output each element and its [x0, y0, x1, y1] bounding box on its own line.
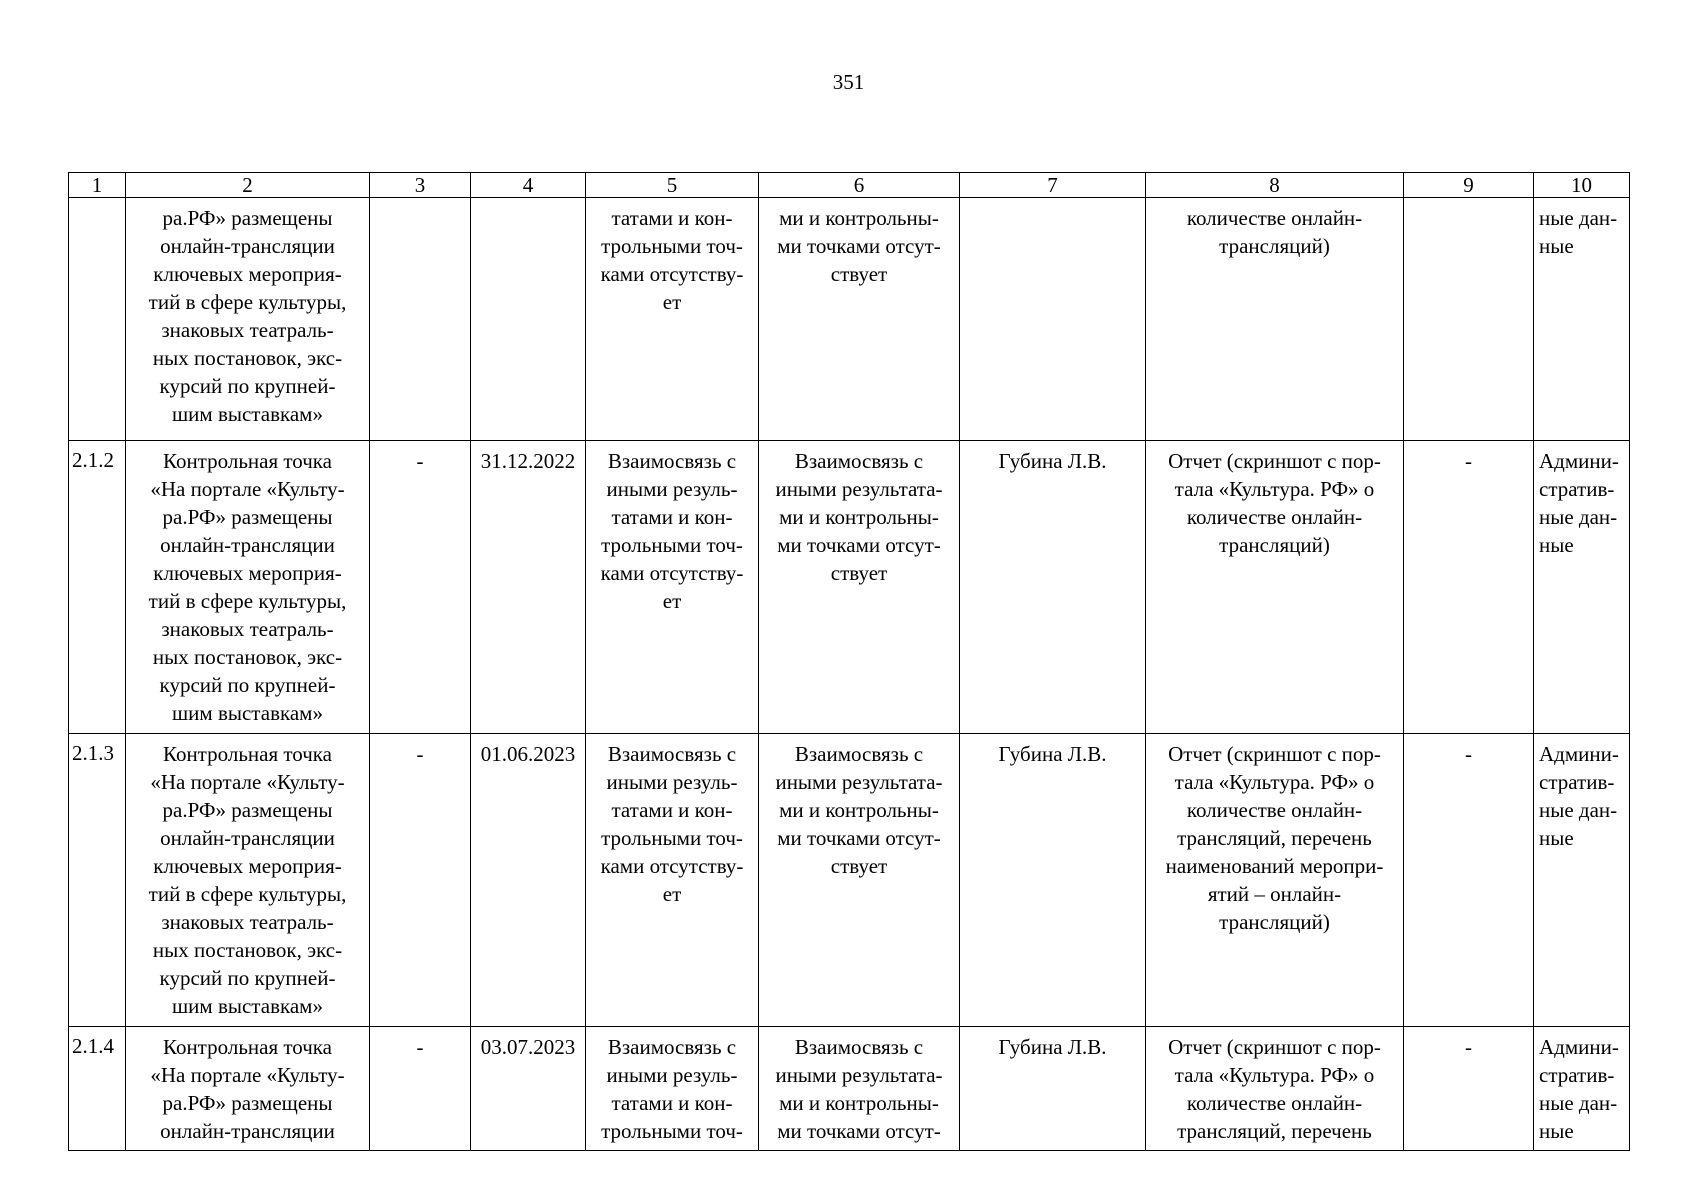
column-header: 6: [759, 173, 960, 198]
table-cell: -: [1404, 734, 1534, 1027]
column-header: 4: [471, 173, 586, 198]
row-number-cell: 2.1.2: [69, 441, 126, 734]
table-cell: [370, 198, 471, 441]
table-cell: Взаимосвязь с иными результата- ми и контрольны- ми точками отсут-: [759, 1027, 960, 1151]
table-cell: Взаимосвязь с иными резуль- татами и кон- трольными точ- ками отсутству- ет: [586, 734, 759, 1027]
table-cell: -: [370, 1027, 471, 1151]
table-cell: Взаимосвязь с иными результата- ми и контрольны- ми точками отсут- ствует: [759, 734, 960, 1027]
table-row: [69, 441, 1630, 734]
report-cell: Отчет (скриншот с пор- тала «Культура. РФ» о количестве онлайн- трансляций, перечень: [1146, 1027, 1404, 1151]
column-header: 9: [1404, 173, 1534, 198]
control-points-table: [68, 172, 1630, 1151]
control-point-name-cell: Контрольная точка «На портале «Культу- ра.РФ» размещены онлайн-трансляции ключевых мероприя- тий в сфере культуры, знаковых театраль- ных постановок, экс- курсий по крупней- шим выставкам»: [126, 441, 370, 734]
column-header: 3: [370, 173, 471, 198]
column-header: 5: [586, 173, 759, 198]
date-cell: 01.06.2023: [471, 734, 586, 1027]
column-header: 8: [1146, 173, 1404, 198]
table-cell: -: [1404, 441, 1534, 734]
report-cell: Отчет (скриншот с пор- тала «Культура. РФ» о количестве онлайн- трансляций): [1146, 441, 1404, 734]
table-cell: Взаимосвязь с иными результата- ми и контрольны- ми точками отсут- ствует: [759, 441, 960, 734]
table-cell: татами и кон- трольными точ- ками отсутству- ет: [586, 198, 759, 441]
row-number-cell: [69, 198, 126, 441]
responsible-cell: Губина Л.В.: [960, 441, 1146, 734]
report-cell: количестве онлайн- трансляций): [1146, 198, 1404, 441]
row-number-cell: 2.1.3: [69, 734, 126, 1027]
data-source-cell: ные дан- ные: [1534, 198, 1630, 441]
data-source-cell: Админи- стратив- ные дан- ные: [1534, 734, 1630, 1027]
control-point-name-cell: Контрольная точка «На портале «Культу- ра.РФ» размещены онлайн-трансляции ключевых мероприя- тий в сфере культуры, знаковых театраль- ных постановок, экс- курсий по крупней- шим выставкам»: [126, 734, 370, 1027]
row-number-cell: 2.1.4: [69, 1027, 126, 1151]
date-cell: 03.07.2023: [471, 1027, 586, 1151]
table-cell: -: [370, 441, 471, 734]
table-header-row: [69, 173, 1630, 198]
data-source-cell: Админи- стратив- ные дан- ные: [1534, 1027, 1630, 1151]
table-cell: Взаимосвязь с иными резуль- татами и кон- трольными точ-: [586, 1027, 759, 1151]
table-row: [69, 198, 1630, 441]
table-row: [69, 734, 1630, 1027]
date-cell: [471, 198, 586, 441]
column-header: 2: [126, 173, 370, 198]
column-header: 7: [960, 173, 1146, 198]
data-source-cell: Админи- стратив- ные дан- ные: [1534, 441, 1630, 734]
column-header: 1: [69, 173, 126, 198]
table-cell: -: [370, 734, 471, 1027]
control-point-name-cell: Контрольная точка «На портале «Культу- ра.РФ» размещены онлайн-трансляции: [126, 1027, 370, 1151]
control-point-name-cell: ра.РФ» размещены онлайн-трансляции ключевых мероприя- тий в сфере культуры, знаковых театраль- ных постановок, экс- курсий по крупней- шим выставкам»: [126, 198, 370, 441]
report-cell: Отчет (скриншот с пор- тала «Культура. РФ» о количестве онлайн- трансляций, перечень наименований меропри- ятий – онлайн- трансляций): [1146, 734, 1404, 1027]
responsible-cell: Губина Л.В.: [960, 734, 1146, 1027]
column-header: 10: [1534, 173, 1630, 198]
table-cell: Взаимосвязь с иными резуль- татами и кон- трольными точ- ками отсутству- ет: [586, 441, 759, 734]
table-cell: ми и контрольны- ми точками отсут- ствует: [759, 198, 960, 441]
table-row: [69, 1027, 1630, 1151]
page-number: 351: [832, 70, 865, 94]
table-cell: -: [1404, 1027, 1534, 1151]
table-cell: [1404, 198, 1534, 441]
responsible-cell: Губина Л.В.: [960, 1027, 1146, 1151]
date-cell: 31.12.2022: [471, 441, 586, 734]
responsible-cell: [960, 198, 1146, 441]
